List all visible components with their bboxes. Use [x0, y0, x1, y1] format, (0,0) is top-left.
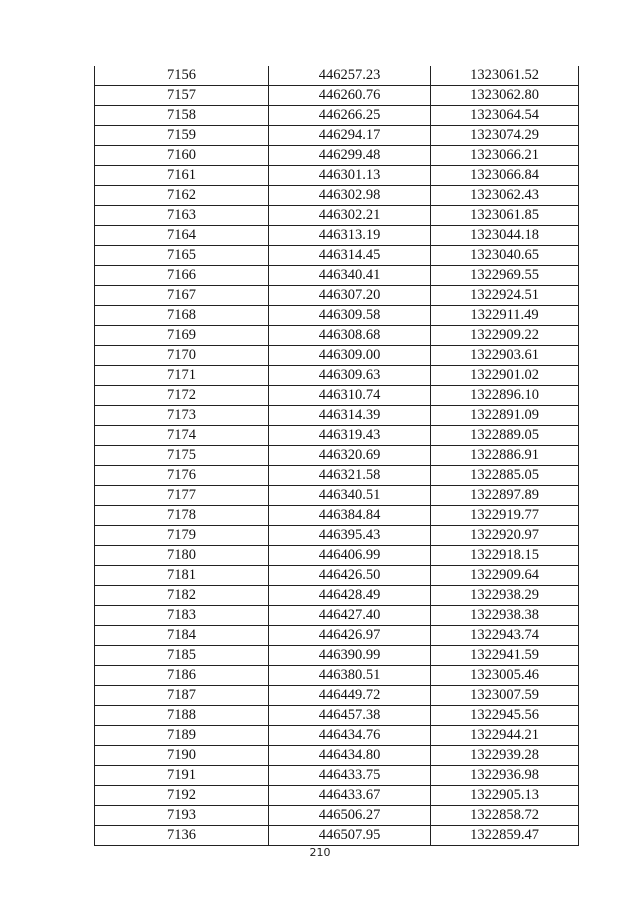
x-coordinate-cell: 446294.17 — [269, 126, 431, 146]
point-id-cell: 7164 — [95, 226, 269, 246]
y-coordinate-cell: 1323007.59 — [431, 686, 579, 706]
y-coordinate-cell: 1323066.21 — [431, 146, 579, 166]
y-coordinate-cell: 1322859.47 — [431, 826, 579, 846]
table-row — [95, 786, 579, 806]
point-id-cell: 7184 — [95, 626, 269, 646]
point-id-cell: 7192 — [95, 786, 269, 806]
x-coordinate-cell: 446506.27 — [269, 806, 431, 826]
x-coordinate-cell: 446314.39 — [269, 406, 431, 426]
point-id-cell: 7158 — [95, 106, 269, 126]
table-row — [95, 226, 579, 246]
x-coordinate-cell: 446434.76 — [269, 726, 431, 746]
table-row — [95, 586, 579, 606]
y-coordinate-cell: 1322909.64 — [431, 566, 579, 586]
x-coordinate-cell: 446307.20 — [269, 286, 431, 306]
point-id-cell: 7166 — [95, 266, 269, 286]
y-coordinate-cell: 1322897.89 — [431, 486, 579, 506]
y-coordinate-cell: 1322944.21 — [431, 726, 579, 746]
point-id-cell: 7182 — [95, 586, 269, 606]
y-coordinate-cell: 1322969.55 — [431, 266, 579, 286]
x-coordinate-cell: 446340.51 — [269, 486, 431, 506]
x-coordinate-cell: 446507.95 — [269, 826, 431, 846]
y-coordinate-cell: 1322891.09 — [431, 406, 579, 426]
y-coordinate-cell: 1322919.77 — [431, 506, 579, 526]
table-row — [95, 186, 579, 206]
table-row — [95, 746, 579, 766]
point-id-cell: 7172 — [95, 386, 269, 406]
point-id-cell: 7176 — [95, 466, 269, 486]
y-coordinate-cell: 1322941.59 — [431, 646, 579, 666]
page-number: 210 — [309, 846, 331, 859]
y-coordinate-cell: 1322920.97 — [431, 526, 579, 546]
point-id-cell: 7179 — [95, 526, 269, 546]
point-id-cell: 7170 — [95, 346, 269, 366]
table-row — [95, 146, 579, 166]
y-coordinate-cell: 1322911.49 — [431, 306, 579, 326]
x-coordinate-cell: 446427.40 — [269, 606, 431, 626]
y-coordinate-cell: 1322909.22 — [431, 326, 579, 346]
point-id-cell: 7180 — [95, 546, 269, 566]
x-coordinate-cell: 446457.38 — [269, 706, 431, 726]
x-coordinate-cell: 446433.75 — [269, 766, 431, 786]
y-coordinate-cell: 1322903.61 — [431, 346, 579, 366]
point-id-cell: 7136 — [95, 826, 269, 846]
point-id-cell: 7190 — [95, 746, 269, 766]
x-coordinate-cell: 446426.97 — [269, 626, 431, 646]
x-coordinate-cell: 446299.48 — [269, 146, 431, 166]
y-coordinate-cell: 1322945.56 — [431, 706, 579, 726]
point-id-cell: 7186 — [95, 666, 269, 686]
table-row — [95, 286, 579, 306]
table-row — [95, 366, 579, 386]
x-coordinate-cell: 446321.58 — [269, 466, 431, 486]
x-coordinate-cell: 446433.67 — [269, 786, 431, 806]
x-coordinate-cell: 446309.00 — [269, 346, 431, 366]
table-row — [95, 506, 579, 526]
point-id-cell: 7160 — [95, 146, 269, 166]
table-row — [95, 646, 579, 666]
x-coordinate-cell: 446260.76 — [269, 86, 431, 106]
x-coordinate-cell: 446426.50 — [269, 566, 431, 586]
point-id-cell: 7156 — [95, 66, 269, 86]
point-id-cell: 7161 — [95, 166, 269, 186]
y-coordinate-cell: 1323044.18 — [431, 226, 579, 246]
x-coordinate-cell: 446320.69 — [269, 446, 431, 466]
table-row — [95, 446, 579, 466]
table-row — [95, 326, 579, 346]
y-coordinate-cell: 1323066.84 — [431, 166, 579, 186]
point-id-cell: 7171 — [95, 366, 269, 386]
x-coordinate-cell: 446302.21 — [269, 206, 431, 226]
y-coordinate-cell: 1322918.15 — [431, 546, 579, 566]
y-coordinate-cell: 1322943.74 — [431, 626, 579, 646]
x-coordinate-cell: 446428.49 — [269, 586, 431, 606]
table-row — [95, 106, 579, 126]
point-id-cell: 7162 — [95, 186, 269, 206]
point-id-cell: 7168 — [95, 306, 269, 326]
x-coordinate-cell: 446406.99 — [269, 546, 431, 566]
x-coordinate-cell: 446449.72 — [269, 686, 431, 706]
y-coordinate-cell: 1323062.80 — [431, 86, 579, 106]
point-id-cell: 7178 — [95, 506, 269, 526]
table-row — [95, 666, 579, 686]
point-id-cell: 7183 — [95, 606, 269, 626]
y-coordinate-cell: 1322858.72 — [431, 806, 579, 826]
point-id-cell: 7185 — [95, 646, 269, 666]
x-coordinate-cell: 446266.25 — [269, 106, 431, 126]
table-row — [95, 686, 579, 706]
table-row — [95, 706, 579, 726]
y-coordinate-cell: 1322885.05 — [431, 466, 579, 486]
point-id-cell: 7173 — [95, 406, 269, 426]
point-id-cell: 7165 — [95, 246, 269, 266]
point-id-cell: 7174 — [95, 426, 269, 446]
table-row — [95, 626, 579, 646]
y-coordinate-cell: 1322924.51 — [431, 286, 579, 306]
y-coordinate-cell: 1322938.38 — [431, 606, 579, 626]
y-coordinate-cell: 1322936.98 — [431, 766, 579, 786]
point-id-cell: 7169 — [95, 326, 269, 346]
x-coordinate-cell: 446340.41 — [269, 266, 431, 286]
x-coordinate-cell: 446310.74 — [269, 386, 431, 406]
table-row — [95, 346, 579, 366]
y-coordinate-cell: 1322901.02 — [431, 366, 579, 386]
x-coordinate-cell: 446390.99 — [269, 646, 431, 666]
table-row — [95, 606, 579, 626]
x-coordinate-cell: 446308.68 — [269, 326, 431, 346]
y-coordinate-cell: 1323061.85 — [431, 206, 579, 226]
table-row — [95, 206, 579, 226]
y-coordinate-cell: 1322889.05 — [431, 426, 579, 446]
table-row — [95, 126, 579, 146]
y-coordinate-cell: 1323064.54 — [431, 106, 579, 126]
y-coordinate-cell: 1322886.91 — [431, 446, 579, 466]
x-coordinate-cell: 446313.19 — [269, 226, 431, 246]
coordinates-table — [94, 66, 579, 846]
x-coordinate-cell: 446309.63 — [269, 366, 431, 386]
table-row — [95, 826, 579, 846]
table-row — [95, 266, 579, 286]
x-coordinate-cell: 446301.13 — [269, 166, 431, 186]
table-row — [95, 426, 579, 446]
point-id-cell: 7157 — [95, 86, 269, 106]
point-id-cell: 7193 — [95, 806, 269, 826]
y-coordinate-cell: 1322938.29 — [431, 586, 579, 606]
table-row — [95, 806, 579, 826]
y-coordinate-cell: 1323062.43 — [431, 186, 579, 206]
point-id-cell: 7175 — [95, 446, 269, 466]
table-row — [95, 246, 579, 266]
y-coordinate-cell: 1322939.28 — [431, 746, 579, 766]
table-row — [95, 526, 579, 546]
coordinates-table-body — [95, 66, 579, 846]
table-row — [95, 86, 579, 106]
y-coordinate-cell: 1322896.10 — [431, 386, 579, 406]
table-row — [95, 566, 579, 586]
x-coordinate-cell: 446314.45 — [269, 246, 431, 266]
x-coordinate-cell: 446380.51 — [269, 666, 431, 686]
y-coordinate-cell: 1323005.46 — [431, 666, 579, 686]
table-row — [95, 726, 579, 746]
table-row — [95, 166, 579, 186]
table-row — [95, 766, 579, 786]
table-row — [95, 386, 579, 406]
x-coordinate-cell: 446309.58 — [269, 306, 431, 326]
point-id-cell: 7163 — [95, 206, 269, 226]
point-id-cell: 7188 — [95, 706, 269, 726]
point-id-cell: 7159 — [95, 126, 269, 146]
table-row — [95, 466, 579, 486]
y-coordinate-cell: 1323074.29 — [431, 126, 579, 146]
y-coordinate-cell: 1323040.65 — [431, 246, 579, 266]
table-row — [95, 546, 579, 566]
y-coordinate-cell: 1323061.52 — [431, 66, 579, 86]
x-coordinate-cell: 446395.43 — [269, 526, 431, 546]
x-coordinate-cell: 446319.43 — [269, 426, 431, 446]
point-id-cell: 7189 — [95, 726, 269, 746]
table-row — [95, 406, 579, 426]
table-row — [95, 306, 579, 326]
point-id-cell: 7187 — [95, 686, 269, 706]
point-id-cell: 7191 — [95, 766, 269, 786]
table-row — [95, 486, 579, 506]
point-id-cell: 7167 — [95, 286, 269, 306]
x-coordinate-cell: 446434.80 — [269, 746, 431, 766]
x-coordinate-cell: 446384.84 — [269, 506, 431, 526]
y-coordinate-cell: 1322905.13 — [431, 786, 579, 806]
x-coordinate-cell: 446257.23 — [269, 66, 431, 86]
x-coordinate-cell: 446302.98 — [269, 186, 431, 206]
point-id-cell: 7181 — [95, 566, 269, 586]
point-id-cell: 7177 — [95, 486, 269, 506]
table-row — [95, 66, 579, 86]
